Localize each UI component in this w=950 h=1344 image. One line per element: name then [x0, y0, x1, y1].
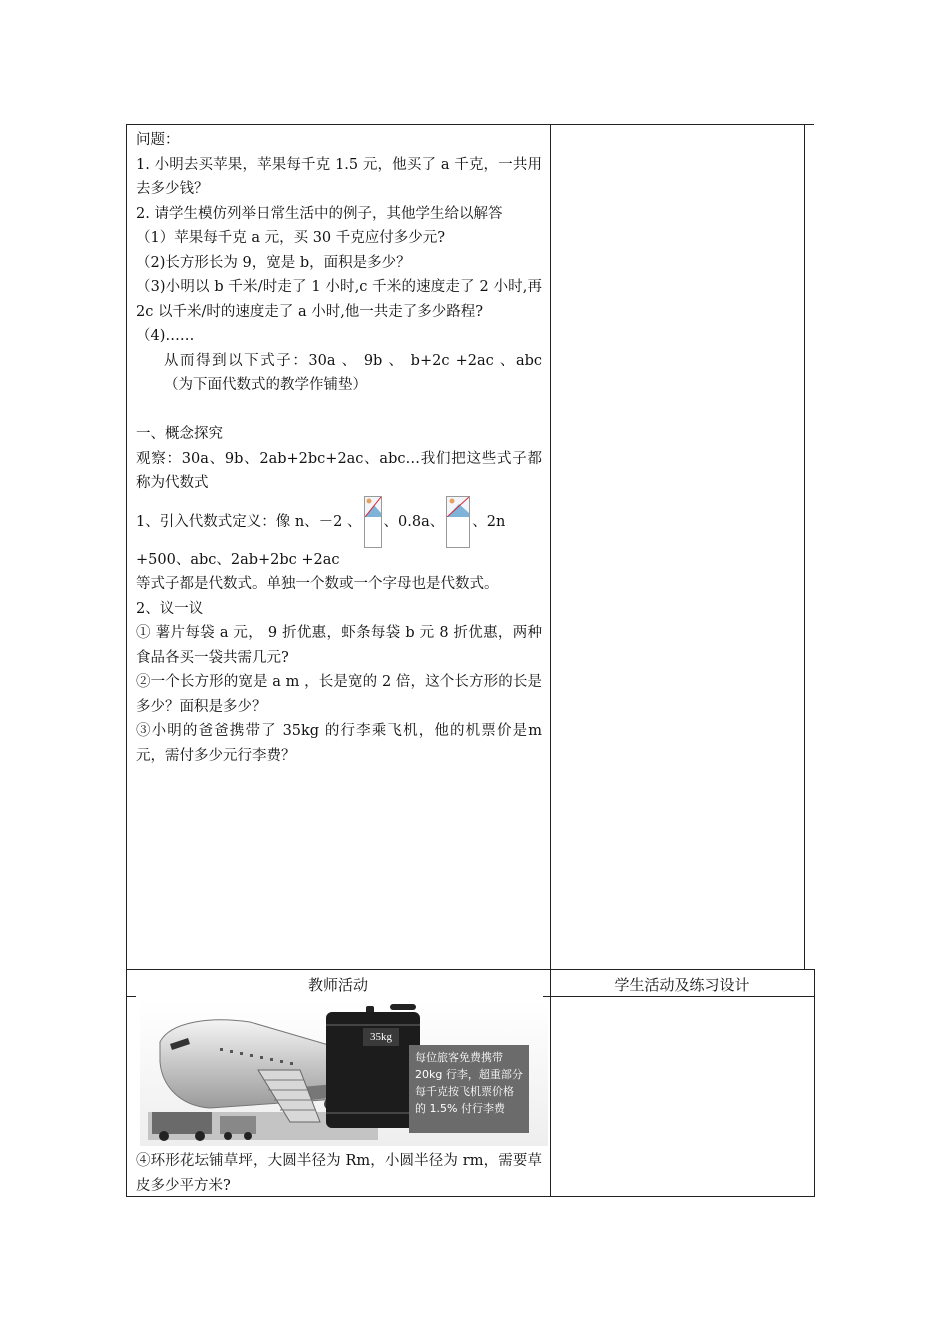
table-divider-mid — [550, 124, 551, 1197]
table-border-top — [126, 124, 814, 125]
example-2: （2)长方形长为 9，宽是 b，面积是多少？ — [136, 254, 411, 271]
table-divider-section — [126, 969, 815, 970]
header-tick-left — [126, 996, 136, 997]
header-student-activity: 学生活动及练习设计 — [614, 976, 750, 994]
fraction-image-icon — [364, 496, 382, 548]
lower-left-cell — [136, 1149, 542, 1198]
header-tick-right — [543, 996, 551, 997]
definition-continuation: +500、abc、2ab+2bc +2ac — [136, 551, 340, 568]
luggage-photo — [140, 1000, 548, 1146]
discussion-item-2: ②一个长方形的宽是 a m ，长是宽的 2 倍，这个长方形的长是多少？面积是多少？ — [136, 674, 542, 715]
blank-line — [136, 398, 542, 423]
discussion-heading: 2、议一议 — [136, 600, 204, 617]
section-concept-heading: 一、概念探究 — [136, 426, 223, 442]
example-1: （1）苹果每千克 a 元，买 30 千克应付多少元? — [136, 230, 446, 246]
header-teacher-activity: 教师活动 — [307, 976, 368, 994]
question-2: 2. 请学生模仿列举日常生活中的例子，其他学生给以解答 — [136, 205, 503, 222]
discussion-item-3: ③小明的爸爸携带了 35kg 的行李乘飞机，他的机票价是m 元，需付多少元行李费？ — [136, 723, 542, 764]
definition-line — [136, 496, 542, 548]
definition-part-2: 、0.8a、 — [383, 513, 445, 530]
discussion-item-1: ① 薯片每袋 a 元， 9 折优惠，虾条每袋 b 元 8 折优惠，两种食品各买一袋共需几元? — [136, 625, 542, 666]
suitcase-weight-tag: 35kg — [370, 1031, 392, 1043]
fraction-image-icon — [446, 496, 470, 548]
definition-part-3: 、2n — [472, 513, 506, 530]
table-border-right-upper — [804, 124, 805, 969]
table-divider-header — [550, 996, 815, 997]
question-heading: 问题： — [136, 132, 180, 148]
table-border-left — [126, 124, 127, 1197]
luggage-policy-note: 每位旅客免费携带 20kg 行李，超重部分每千克按飞机票价格的 1.5% 付行李费 — [409, 1045, 529, 1133]
observation-text: 观察：30a、9b、2ab+2bc+2ac、abc…我们把这些式子都称为代数式 — [136, 450, 542, 491]
example-4: （4)…… — [136, 328, 195, 344]
derived-expressions: 从而得到以下式子：30a 、 9b 、 b+2c +2ac 、abc（为下面代数式的教学作铺垫） — [164, 352, 542, 393]
discussion-item-4: ④环形花坛铺草坪，大圆半径为 Rm，小圆半径为 rm，需要草皮多少平方米? — [136, 1153, 542, 1194]
definition-summary: 等式子都是代数式。单独一个数或一个字母也是代数式。 — [136, 576, 499, 592]
definition-part-1: 1、引入代数式定义：像 n、－2 、 — [136, 513, 362, 530]
table-border-right-lower — [814, 969, 815, 1197]
question-1: 1. 小明去买苹果，苹果每千克 1.5 元，他买了 a 千克，一共用去多少钱？ — [136, 156, 542, 197]
upper-left-cell — [136, 128, 542, 768]
example-3: （3)小明以 b 千米/时走了 1 小时,c 千米的速度走了 2 小时,再 2c 以千米/时的速度走了 a 小时,他一共走了多少路程? — [136, 279, 542, 320]
